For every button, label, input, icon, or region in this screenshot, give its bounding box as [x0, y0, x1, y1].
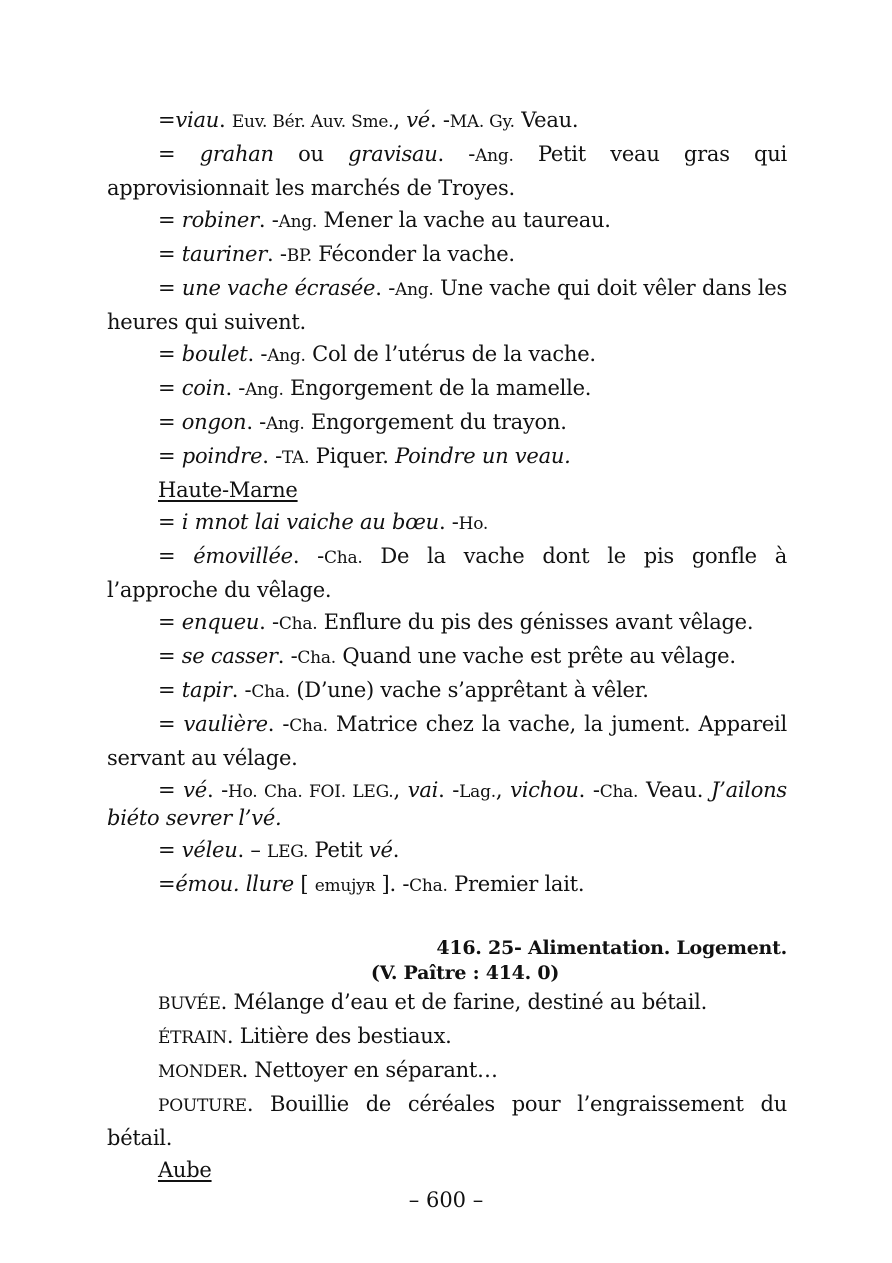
- entry-paragraph: [107, 372, 787, 406]
- entry-paragraph: [107, 204, 787, 238]
- entry-paragraph: [107, 1088, 787, 1154]
- entry-text: Engorgement du trayon.: [304, 410, 567, 434]
- entry-term: vai: [407, 778, 439, 802]
- page-body: [107, 104, 787, 1186]
- entry-paragraph: [107, 868, 787, 902]
- entry-text: Quand une vache est prête au vêlage.: [335, 644, 736, 668]
- entry-paragraph: [107, 986, 787, 1020]
- entry-source: Ho. Cha. FOI. LEG.: [228, 782, 394, 802]
- entry-paragraph: [107, 238, 787, 272]
- entry-text: . -: [438, 778, 460, 802]
- entry-text: =: [158, 510, 182, 534]
- entry-text: =: [158, 242, 182, 266]
- entry-text: . -: [437, 142, 476, 166]
- entry-source: MA. Gy.: [449, 112, 515, 132]
- entry-paragraph: [107, 606, 787, 640]
- entry-source: Cha.: [323, 548, 363, 568]
- entry-text: .: [392, 838, 400, 862]
- entry-term: vé: [368, 838, 393, 862]
- entry-text: =: [158, 712, 184, 736]
- entry-paragraph: [107, 104, 787, 138]
- entry-text: De la vache dont le pis gonfle à l’approche du vêlage.: [107, 544, 787, 602]
- entry-paragraph: [107, 338, 787, 372]
- entry-text: . -: [206, 778, 229, 802]
- entry-paragraph: [107, 272, 787, 338]
- entry-text: Premier lait.: [447, 872, 585, 896]
- entry-text: ou: [273, 142, 349, 166]
- entry-text: . Litière des bestiaux.: [226, 1024, 452, 1048]
- entry-source: BUVÉE: [158, 994, 221, 1014]
- entry-text: .: [218, 108, 232, 132]
- entry-text: ]. -: [375, 872, 410, 896]
- entry-term: J’ailons biéto sevrer l’vé.: [107, 778, 787, 830]
- entry-paragraph: [107, 474, 787, 506]
- entry-term: vaulière: [183, 712, 268, 736]
- entry-text: =: [158, 142, 200, 166]
- entry-term: se casser: [181, 644, 278, 668]
- entry-text: =: [158, 838, 182, 862]
- section-heading: [107, 936, 787, 986]
- entry-paragraph: [107, 1020, 787, 1054]
- entry-term: ongon: [181, 410, 247, 434]
- entry-text: Petit veau gras qui approvisionnait les marchés de Troyes.: [107, 142, 787, 200]
- entry-source: Ang.: [267, 346, 306, 366]
- entry-text: . Bouillie de céréales pour l’engraissement du bétail.: [107, 1092, 787, 1150]
- entry-term: robiner: [181, 208, 259, 232]
- entry-paragraph: [107, 440, 787, 474]
- entry-text: =: [158, 342, 182, 366]
- entry-text: . -: [231, 678, 252, 702]
- page-number: – 600 –: [408, 1188, 484, 1212]
- entry-text: =: [158, 872, 176, 896]
- entry-source: Lag.: [459, 782, 496, 802]
- entry-source: Euv. Bér. Auv. Sme.: [231, 112, 394, 132]
- entry-term: tapir: [181, 678, 232, 702]
- entry-text: =: [158, 444, 182, 468]
- entry-text: . -: [225, 376, 246, 400]
- entry-text: =: [158, 778, 184, 802]
- entry-term: viau: [175, 108, 219, 132]
- entry-paragraph: [107, 674, 787, 708]
- entry-term: vichou: [510, 778, 579, 802]
- entry-paragraph: [107, 777, 787, 831]
- entry-term: véleu: [181, 838, 238, 862]
- entry-source: Cha.: [599, 782, 639, 802]
- entry-paragraph: [107, 1054, 787, 1088]
- entry-source: BP.: [286, 246, 312, 266]
- entry-text: =: [158, 108, 176, 132]
- entry-text: Mener la vache au taureau.: [317, 208, 611, 232]
- entry-paragraph: [107, 138, 787, 204]
- entry-text: Une vache qui doit vêler dans les heures qui suivent.: [107, 276, 787, 334]
- entry-term: vé: [183, 778, 207, 802]
- entry-text: . Nettoyer en séparant…: [241, 1058, 498, 1082]
- entry-term: vé: [406, 108, 430, 132]
- entry-source: MONDER: [158, 1062, 242, 1082]
- entry-term: enqueu: [181, 610, 260, 634]
- entry-paragraph: [107, 708, 787, 774]
- entry-text: Veau.: [514, 108, 579, 132]
- entry-term: émovillée: [193, 544, 293, 568]
- entry-text: =: [158, 678, 182, 702]
- section-heading-line1: 416. 25- Alimentation. Logement.: [436, 937, 787, 959]
- entry-source: POUTURE: [158, 1096, 247, 1116]
- region-heading: Aube: [158, 1158, 212, 1182]
- entry-text: . -: [375, 276, 396, 300]
- entry-text: =: [158, 610, 182, 634]
- entry-source: Ang.: [266, 414, 305, 434]
- entry-text: . -: [578, 778, 600, 802]
- entry-source: Cha.: [297, 648, 336, 668]
- section-heading-line2: (V. Paître : 414. 0): [370, 962, 560, 984]
- entry-source: ÉTRAIN: [158, 1028, 227, 1048]
- entry-text: Petit: [308, 838, 369, 862]
- entry-source: Ho.: [458, 514, 489, 534]
- entry-source: Ang.: [245, 380, 284, 400]
- entry-text: (D’une) vache s’apprêtant à vêler.: [289, 678, 649, 702]
- entry-paragraph: [107, 834, 787, 868]
- entry-source: Cha.: [289, 716, 328, 736]
- entry-source: Cha.: [278, 614, 318, 634]
- entry-text: =: [158, 276, 182, 300]
- entry-list-feeding: [107, 986, 787, 1186]
- entry-text: =: [158, 544, 194, 568]
- entry-text: ,: [393, 108, 407, 132]
- entry-source: Cha.: [409, 876, 448, 896]
- entry-term: tauriner: [181, 242, 268, 266]
- entry-text: ,: [495, 778, 511, 802]
- entry-text: =: [158, 410, 182, 434]
- entry-text: . -: [258, 208, 279, 232]
- entry-text: =: [158, 208, 182, 232]
- entry-paragraph: [107, 506, 787, 540]
- entry-text: . -: [262, 444, 282, 468]
- entry-source: emujyʀ: [314, 876, 376, 896]
- entry-term: émou. llure: [175, 872, 294, 896]
- entry-term: une vache écrasée: [181, 276, 376, 300]
- entry-text: ,: [393, 778, 408, 802]
- entry-text: Piquer.: [309, 444, 396, 468]
- entry-text: . Mélange d’eau et de farine, destiné au bétail.: [220, 990, 708, 1014]
- entry-term: i mnot lai vaiche au bœu: [181, 510, 439, 534]
- entry-text: . -: [292, 544, 324, 568]
- entry-paragraph: [107, 540, 787, 606]
- entry-text: . -: [267, 242, 287, 266]
- entry-term: grahan: [199, 142, 274, 166]
- entry-term: gravisau: [348, 142, 438, 166]
- region-heading: Haute-Marne: [158, 478, 298, 502]
- entry-paragraph: [107, 406, 787, 440]
- entry-text: . -: [259, 610, 279, 634]
- entry-text: [: [293, 872, 315, 896]
- entry-source: Ang.: [395, 280, 434, 300]
- entry-text: Matrice chez la vache, la jument. Appareil servant au vélage.: [107, 712, 787, 770]
- entry-text: Engorgement de la mamelle.: [283, 376, 592, 400]
- entry-text: . -: [277, 644, 298, 668]
- entry-text: Féconder la vache.: [311, 242, 515, 266]
- entry-text: . -: [267, 712, 290, 736]
- entry-text: . –: [237, 838, 268, 862]
- entry-text: . -: [429, 108, 450, 132]
- entry-paragraph: [107, 1154, 787, 1186]
- entry-source: LEG.: [267, 842, 309, 862]
- entry-term: poindre: [181, 444, 263, 468]
- entry-source: TA.: [281, 448, 310, 468]
- entry-text: =: [158, 376, 182, 400]
- entry-term: boulet: [181, 342, 248, 366]
- entry-text: Enflure du pis des génisses avant vêlage.: [317, 610, 754, 634]
- entry-term: coin: [181, 376, 226, 400]
- entry-paragraph: [107, 640, 787, 674]
- entry-source: Cha.: [251, 682, 290, 702]
- entry-text: Veau.: [638, 778, 711, 802]
- entry-text: . -: [246, 410, 267, 434]
- entry-text: =: [158, 644, 182, 668]
- entry-text: Col de l’utérus de la vache.: [305, 342, 596, 366]
- entry-list-cattle: [107, 104, 787, 902]
- entry-source: Ang.: [475, 146, 514, 166]
- entry-source: Ang.: [278, 212, 318, 232]
- entry-text: . -: [438, 510, 459, 534]
- entry-term: Poindre un veau.: [395, 444, 571, 468]
- entry-text: . -: [247, 342, 268, 366]
